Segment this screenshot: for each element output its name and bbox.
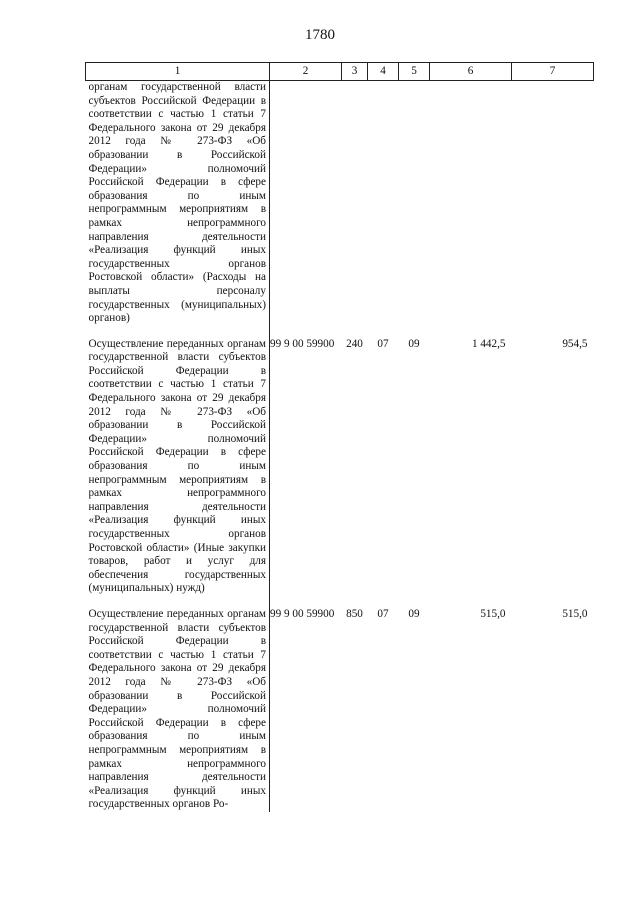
row-expense-type: [342, 81, 368, 338]
row-target-article: 99 9 00 59900: [270, 337, 335, 350]
table-row: [86, 81, 594, 338]
row-description: Осуществление переданных органам государственной власти субъектов Российской Федерации в соответствии с частью 1 статьи 7 Федерального закона от 29 декабря 2012 года № 273-ФЗ «Об образовании в Российской Федерации» полномочий Российской Федерации в сфере образования по иным непрограммным мероприятиям в рамках непрограммного направления деятельности «Реализация функций иных государственных органов Ростовской области» (Иные закупки товаров, работ и услуг для обеспечения государственных (муниципальных) нужд): [86, 338, 270, 608]
table-row: [86, 338, 594, 608]
header-col-1: 1: [86, 63, 270, 81]
header-col-2: 2: [270, 63, 342, 81]
row-amount-2: [512, 81, 594, 338]
page-number: 1780: [305, 27, 335, 43]
row-section: 07: [377, 607, 389, 620]
header-col-7: 7: [512, 63, 594, 81]
table-header-row: [86, 63, 594, 81]
row-subsection: [399, 81, 430, 338]
row-target-article: 99 9 00 59900: [270, 607, 335, 620]
row-amount-1: 515,0: [480, 607, 506, 620]
row-expense-type: 850: [346, 607, 363, 620]
header-col-3: 3: [342, 63, 368, 81]
row-expense-type: 240: [346, 337, 363, 350]
row-section: [368, 81, 399, 338]
row-amount-1: 1 442,5: [471, 337, 506, 350]
row-subsection: 09: [408, 607, 420, 620]
header-col-4: 4: [368, 63, 399, 81]
row-description: Осуществление переданных органам государственной власти субъектов Российской Федерации в соответствии с частью 1 статьи 7 Федерального закона от 29 декабря 2012 года № 273-ФЗ «Об образовании в Российской Федерации» полномочий Российской Федерации в сфере образования по иным непрограммным мероприятиям в рамках непрограммного направления деятельности «Реализация функций иных государственных органов Ро-: [86, 608, 270, 812]
row-target-article: [270, 81, 342, 338]
header-col-6: 6: [430, 63, 512, 81]
header-col-5: 5: [399, 63, 430, 81]
row-amount-1: [430, 81, 512, 338]
row-subsection: 09: [408, 337, 420, 350]
table-row: [86, 608, 594, 812]
row-amount-2: 515,0: [562, 607, 588, 620]
row-amount-2: 954,5: [562, 337, 588, 350]
row-section: 07: [377, 337, 389, 350]
budget-table: [85, 62, 594, 812]
row-description: органам государственной власти субъектов Российской Федерации в соответствии с частью 1 статьи 7 Федерального закона от 29 декабря 2012 года № 273-ФЗ «Об образовании в Российской Федерации» полномочий Российской Федерации в сфере образования по иным непрограммным мероприятиям в рамках непрограммного направления деятельности «Реализация функций иных государственных органов Ростовской области» (Расходы на выплаты персоналу государственных (муниципальных) органов): [86, 81, 270, 338]
